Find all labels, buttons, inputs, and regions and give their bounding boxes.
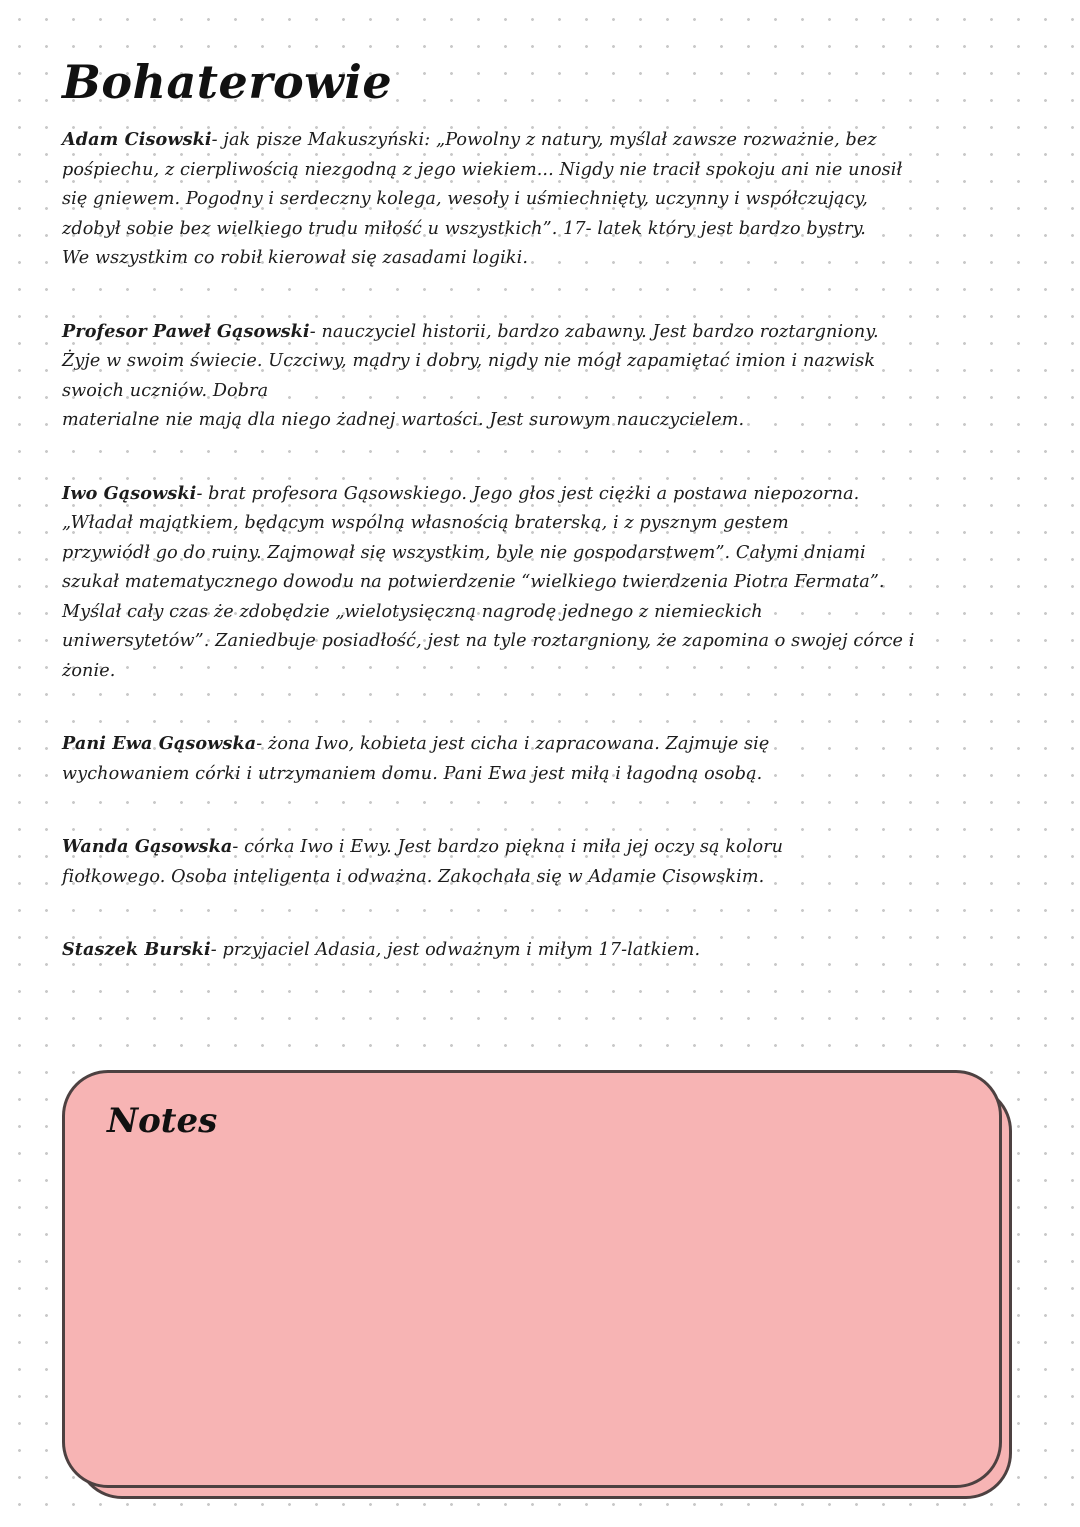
page-title: Bohaterowie bbox=[62, 55, 393, 109]
text-line: szukał matematycznego dowodu na potwierdzenie “wielkiego twierdzenia Piotra Fermata”. bbox=[62, 572, 885, 592]
notes-title: Notes bbox=[107, 1101, 218, 1141]
character-iwo-gasowski bbox=[62, 479, 997, 687]
character-name: Pani Ewa Gąsowska bbox=[62, 733, 257, 754]
text-line: fiołkowego. Osoba inteligenta i odważna. Zakochała się w Adamie Cisowskim. bbox=[62, 866, 765, 887]
character-name: Iwo Gąsowski bbox=[62, 482, 197, 504]
text-line: się gniewem. Pogodny i serdeczny kolega, wesoły i uśmiechnięty, uczynny i współczujący, bbox=[62, 189, 868, 209]
text-line: „Władał majątkiem, będącym wspólną własnością braterską, i z pysznym gestem bbox=[62, 513, 789, 533]
text-line: wychowaniem córki i utrzymaniem domu. Pani Ewa jest miłą i łagodną osobą. bbox=[62, 763, 763, 784]
text-line: Pani Ewa Gąsowska- żona Iwo, kobieta jest cicha i zapracowana. Zajmuje się bbox=[62, 733, 770, 754]
notes-box[interactable] bbox=[62, 1070, 1002, 1488]
character-wanda-gasowska bbox=[62, 832, 997, 892]
text-line: Wanda Gąsowska- córka Iwo i Ewy. Jest bardzo piękna i miła jej oczy są koloru bbox=[62, 836, 784, 857]
character-name: Staszek Burski bbox=[62, 939, 211, 960]
text-line: Żyje w swoim świecie. Uczciwy, mądry i dobry, nigdy nie mógł zapamiętać imion i nazwisk bbox=[62, 351, 876, 371]
text-line: zdobył sobie bez wielkiego trudu miłość u wszystkich”. 17- latek który jest bardzo bystry. bbox=[62, 218, 866, 239]
character-staszek-burski bbox=[62, 935, 997, 966]
character-name: Wanda Gąsowska bbox=[62, 836, 233, 857]
text-line: Adam Cisowski- jak pisze Makuszyński: „Powolny z natury, myślał zawsze rozważnie, bez bbox=[62, 129, 877, 150]
text-line: żonie. bbox=[62, 660, 116, 681]
text-line: swoich uczniów. Dobra bbox=[62, 380, 269, 401]
text-line: Myślał cały czas że zdobędzie „wielotysięczną nagrodę jednego z niemieckich bbox=[62, 601, 763, 622]
text-line: Staszek Burski- przyjaciel Adasia, jest odważnym i miłym 17-latkiem. bbox=[62, 939, 701, 960]
character-ewa-gasowska bbox=[62, 729, 997, 789]
text-line: pośpiechu, z cierpliwością niezgodną z jego wiekiem... Nigdy nie tracił spokoju ani nie unosił bbox=[62, 159, 903, 180]
character-adam-cisowski bbox=[62, 125, 997, 274]
text-line: materialne nie mają dla niego żadnej wartości. Jest surowym nauczycielem. bbox=[62, 410, 745, 430]
characters-section bbox=[62, 125, 997, 1009]
text-line: Iwo Gąsowski- brat profesora Gąsowskiego. Jego głos jest ciężki a postawa niepozorna. bbox=[62, 482, 860, 504]
text-line: Profesor Paweł Gąsowski- nauczyciel historii, bardzo zabawny. Jest bardzo roztargniony. bbox=[62, 320, 879, 342]
text-line: We wszystkim co robił kierował się zasadami logiki. bbox=[62, 248, 529, 268]
text-line: przywiódł go do ruiny. Zajmował się wszystkim, byle nie gospodarstwem”. Całymi dniami bbox=[62, 542, 866, 563]
character-pawel-gasowski bbox=[62, 317, 997, 436]
character-name: Profesor Paweł Gąsowski bbox=[62, 320, 310, 342]
character-name: Adam Cisowski bbox=[62, 129, 212, 150]
text-line: uniwersytetów”. Zaniedbuje posiadłość, jest na tyle roztargniony, że zapomina o swojej córce i bbox=[62, 631, 915, 651]
